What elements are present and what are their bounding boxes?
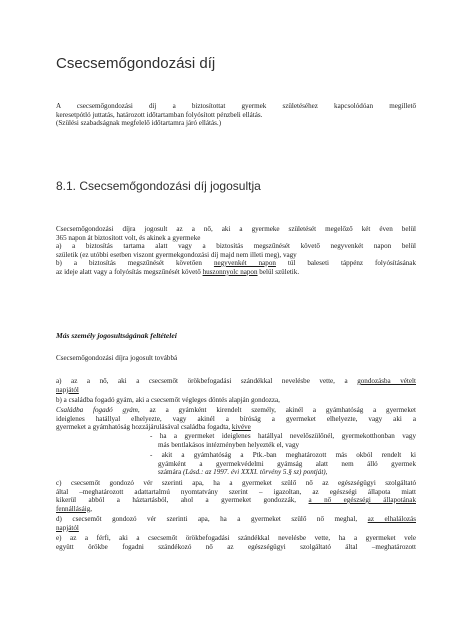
item-c-line-1: c) csecsemőt gondozó vér szerinti apa, ha a gyermeket szülő nő az egészségügyi szolgáltató	[56, 479, 416, 487]
item-c-line-3: kikerül abból a háztartásból, ahol a gyermeket gondozzák, a nő egészségi állapotának	[56, 496, 416, 504]
eligibility-line-1: Csecsemőgondozási díjra jogosult az a nő, aki a gyermeke születését megelőző két éven belül	[56, 225, 416, 233]
item-a-line-2: napjától	[56, 385, 79, 394]
other-intro: Csecsemőgondozási díjra jogosult továbbá	[56, 354, 178, 362]
item-e-line-1: e) az a férfi, aki a csecsemőt örökbefogadási szándékkal nevelésbe vette, ha a gyermeket vele	[56, 534, 416, 542]
eligibility-line-5: b) a biztosítás megszűnését követően negyvenkét napon túl baleseti táppénz folyósításának	[56, 259, 416, 267]
eligibility-line-6: az ideje alatt vagy a folyósítás megszűnését követő huszonnyolc napon belül születik.	[56, 267, 300, 276]
section-heading: 8.1. Csecsemőgondozási díj jogosultja	[56, 179, 261, 193]
item-d-line-2: napjától	[56, 523, 79, 532]
item-c-line-2: által –meghatározott adattartalmú nyomtatvány szerint – igazoltan, az egészségi állapota miatt	[56, 487, 416, 496]
guardian-def-line-1: Családba fogadó gyám, az a gyámként kirendelt személy, akinél a gyámhatóság a gyermeket	[56, 406, 416, 414]
intro-line-1: A csecsemőgondozási díj a biztosítottat gyermek születéséhez kapcsolódóan megillető	[56, 102, 416, 110]
intro-line-3: (Szülési szabadságnak megfelelő időtartamra járó ellátás.)	[56, 119, 222, 127]
exception-2-line-1: - akit a gyámhatóság a Ptk.-ban meghatározott más okból rendelt ki	[150, 451, 416, 459]
guardian-def-line-3: gyermeket a gyámhatóság hozzájárulásával családba fogadta, kivéve	[56, 423, 251, 431]
underlined-term: negyvenkét napon	[213, 259, 276, 267]
item-d-line-1: d) csecsemőt gondozó vér szerinti apa, ha a gyermeket szülő nő meghal, az elhalálozás	[56, 515, 416, 523]
exception-1-line-1: - ha a gyermeket ideiglenes hatállyal nevelőszülőnél, gyermekotthonban vagy	[150, 432, 416, 440]
eligibility-line-2: 365 napon át biztosított volt, és akinek a gyermeke	[56, 233, 201, 242]
page-title: Csecsemőgondozási díj	[56, 55, 216, 72]
item-a-line-1: a) az a nő, aki a csecsemőt örökbefogadási szándékkal nevelésbe vette, a gondozásba vételt	[56, 377, 416, 385]
item-b-line: b) a családba fogadó gyám, aki a csecsemőt végleges döntés alapján gondozza,	[56, 396, 280, 404]
intro-line-2: keresetpótló juttatás, határozott időtartamban folyósított pénzbeli ellátás.	[56, 110, 263, 119]
eligibility-line-4: születik (ez utóbbi esetben viszont gyermekgondozási díj majd nem illeti meg), vagy	[56, 250, 297, 259]
underlined-term: huszonnyolc napon	[202, 267, 258, 276]
exception-1-line-2: más bentlakásos intézményben helyezték el, vagy	[158, 440, 300, 449]
item-e-line-2: együtt örökbe fogadni szándékozó nő az egészségügyi szolgáltató által –meghatározott	[56, 542, 416, 551]
subsection-heading: Más személy jogosultságának feltételei	[56, 331, 177, 340]
exception-2-line-2: gyámként a gyermekvédelmi gyámság alatt nem álló gyermek	[158, 459, 416, 468]
guardian-def-line-2: ideiglenes hatállyal elhelyezte, vagy akinél a bíróság a gyermeket elhelyezte, vagy aki a	[56, 414, 416, 423]
eligibility-line-3: a) a biztosítás tartama alatt vagy a biztosítás megszűnését követő negyvenkét napon belül	[56, 242, 416, 250]
exception-2-line-3: számára (Lásd.: az 1997. évi XXXI. törvény 5.§ sz) pontját),	[158, 468, 328, 476]
item-c-line-4: fennállásáig,	[56, 504, 93, 513]
